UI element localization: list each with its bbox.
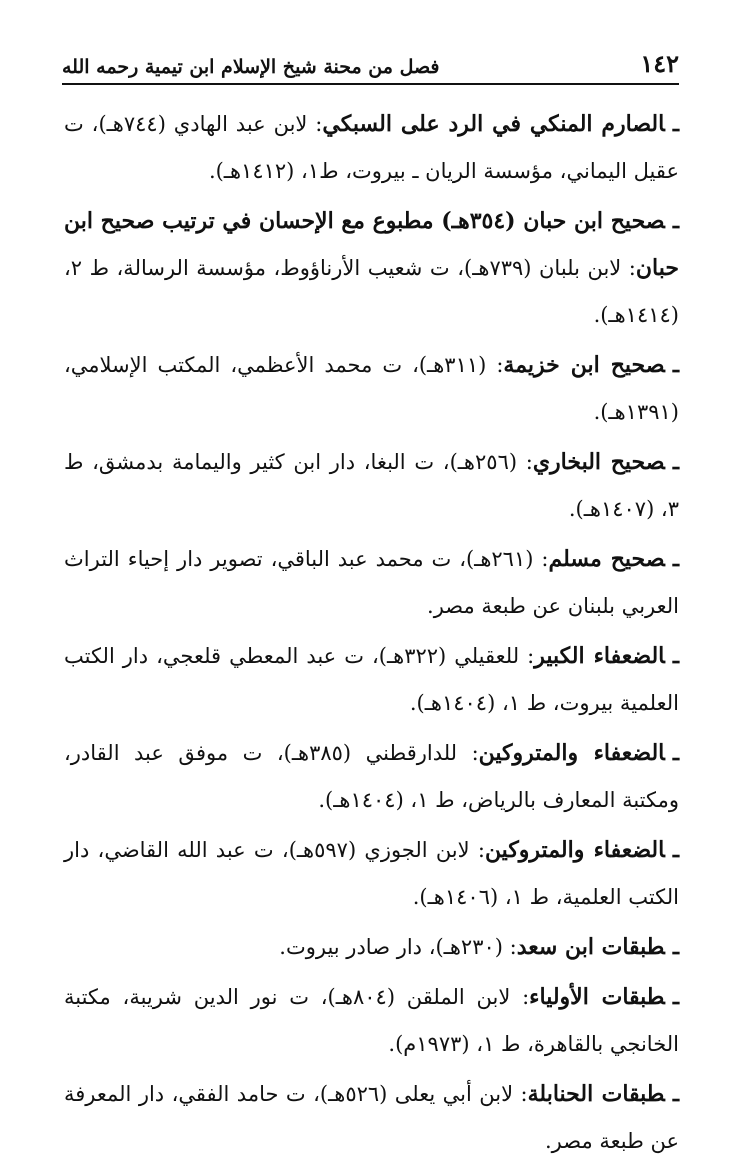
entry-title: طبقات الأولياء bbox=[529, 984, 665, 1010]
running-title: فصل من محنة شيخ الإسلام ابن تيمية رحمه الله bbox=[62, 56, 440, 78]
bibliography-entry bbox=[64, 197, 679, 339]
bibliography-entry bbox=[64, 729, 679, 824]
entry-title: طبقات ابن سعد bbox=[516, 934, 665, 960]
bibliography-entry bbox=[64, 100, 679, 195]
entry-title: الصارم المنكي في الرد على السبكي bbox=[322, 111, 665, 137]
bibliography-entry bbox=[64, 535, 679, 630]
bibliography-entry bbox=[64, 341, 679, 436]
bibliography-entry bbox=[64, 632, 679, 727]
entry-details: : للعقيلي (٣٢٢هـ)، ت عبد المعطي قلعجي، دار الكتب العلمية بيروت، ط ١، (١٤٠٤هـ). bbox=[64, 644, 679, 715]
bibliography-list bbox=[64, 100, 679, 1167]
entry-title: صحيح ابن خزيمة bbox=[503, 352, 665, 378]
entry-details: : لابن الجوزي (٥٩٧هـ)، ت عبد الله القاضي، دار الكتب العلمية، ط ١، (١٤٠٦هـ). bbox=[64, 838, 679, 909]
bibliography-entry bbox=[64, 826, 679, 921]
bibliography-entry bbox=[64, 923, 679, 971]
entry-dash: ـ bbox=[672, 837, 679, 862]
bibliography-entry bbox=[64, 973, 679, 1068]
entry-details: : لابن أبي يعلى (٥٢٦هـ)، ت حامد الفقي، دار المعرفة عن طبعة مصر. bbox=[64, 1082, 679, 1153]
entry-details: : (٣١١هـ)، ت محمد الأعظمي، المكتب الإسلامي، (١٣٩١هـ). bbox=[64, 353, 679, 424]
entry-title: صحيح مسلم bbox=[548, 546, 665, 572]
entry-details: : للدارقطني (٣٨٥هـ)، ت موفق عبد القادر، ومكتبة المعارف بالرياض، ط ١، (١٤٠٤هـ). bbox=[64, 741, 679, 812]
entry-dash: ـ bbox=[672, 208, 680, 233]
entry-title: صحيح ابن حبان (٣٥٤هـ) مطبوع مع الإحسان في ترتيب صحيح ابن حبان bbox=[64, 208, 679, 281]
entry-dash: ـ bbox=[672, 111, 679, 136]
bibliography-entry bbox=[64, 438, 679, 533]
entry-details: : (٢٥٦هـ)، ت البغا، دار ابن كثير واليمامة بدمشق، ط ٣، (١٤٠٧هـ). bbox=[64, 450, 679, 521]
entry-title: طبقات الحنابلة bbox=[527, 1081, 665, 1107]
entry-details: : لابن عبد الهادي (٧٤٤هـ)، ت عقيل اليماني، مؤسسة الريان ـ بيروت، ط١، (١٤١٢هـ). bbox=[64, 112, 679, 183]
bibliography-entry bbox=[64, 1070, 679, 1165]
page-number: ١٤٢ bbox=[640, 49, 679, 78]
entry-dash: ـ bbox=[672, 740, 680, 765]
entry-details: : لابن الملقن (٨٠٤هـ)، ت نور الدين شريبة، مكتبة الخانجي بالقاهرة، ط ١، (١٩٧٣م). bbox=[64, 985, 679, 1056]
entry-details: : لابن بلبان (٧٣٩هـ)، ت شعيب الأرناؤوط، مؤسسة الرسالة، ط ٢، (١٤١٤هـ). bbox=[64, 256, 679, 327]
entry-details: : (٢٣٠هـ)، دار صادر بيروت. bbox=[279, 935, 517, 959]
entry-dash: ـ bbox=[672, 984, 679, 1009]
entry-dash: ـ bbox=[672, 1081, 679, 1106]
entry-title: الضعفاء والمتروكين bbox=[484, 837, 665, 863]
entry-details: : (٢٦١هـ)، ت محمد عبد الباقي، تصوير دار إحياء التراث العربي بلبنان عن طبعة مصر. bbox=[64, 547, 679, 618]
entry-title: الضعفاء والمتروكين bbox=[478, 740, 665, 766]
entry-dash: ـ bbox=[672, 643, 680, 668]
header-rule bbox=[62, 83, 679, 85]
page-header bbox=[62, 44, 679, 78]
entry-title: صحيح البخاري bbox=[532, 449, 665, 475]
entry-dash: ـ bbox=[672, 352, 679, 377]
entry-title: الضعفاء الكبير bbox=[534, 643, 665, 669]
entry-dash: ـ bbox=[672, 934, 679, 959]
entry-dash: ـ bbox=[672, 546, 679, 571]
entry-dash: ـ bbox=[672, 449, 679, 474]
